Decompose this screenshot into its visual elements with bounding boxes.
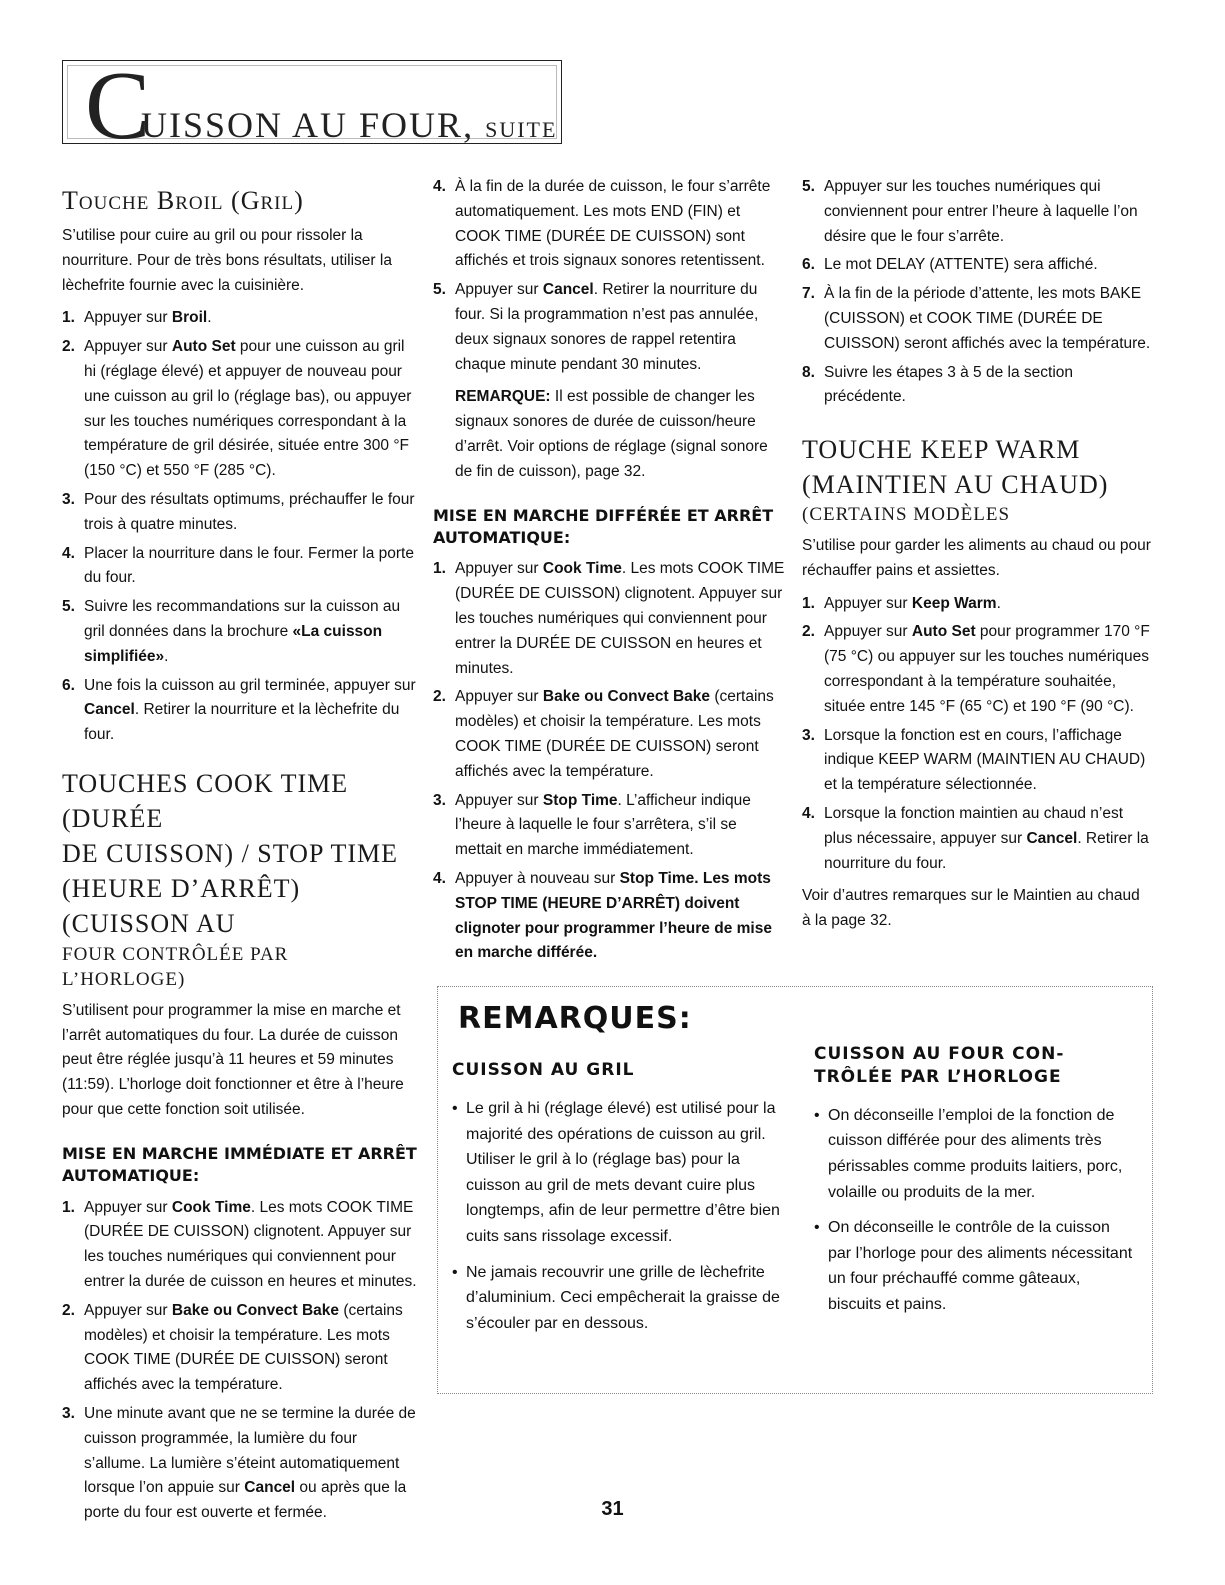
grill-bullets	[452, 1096, 787, 1336]
step-bold: Cancel	[244, 1479, 296, 1497]
step-text: Appuyer sur	[455, 791, 543, 809]
step-text: . Les mots COOK TIME (DURÉE DE CUISSON) clignotent. Appuyer sur les touches numériques qui conviennent pour entrer la durée de cuisson en heures et minutes.	[84, 1198, 417, 1290]
grill-heading: CUISSON AU GRIL	[452, 1060, 635, 1080]
step-bold: Stop Time. Les mots STOP TIME (HEURE D’ARRÊT) doivent clignoter pour programmer l’heure de mise en marche différée.	[455, 869, 772, 962]
list-item	[802, 802, 1152, 876]
list-item	[433, 175, 785, 274]
step-text: Une fois la cuisson au gril terminée, appuyer sur	[84, 676, 416, 694]
page-title-box	[62, 52, 562, 160]
step-number: 2.	[62, 1301, 75, 1319]
step-text: Placer la nourriture dans le four. Fermer la porte du four.	[84, 544, 414, 587]
remarks-box	[437, 986, 1153, 1394]
step-bold: Broil	[171, 309, 208, 327]
list-item	[62, 674, 417, 748]
cooktime-heading	[62, 766, 417, 993]
step-bold: Cancel	[1026, 829, 1078, 847]
column-3	[802, 175, 1152, 942]
step-number: 2.	[433, 688, 446, 706]
step-text: .	[164, 647, 169, 665]
list-item	[62, 335, 417, 484]
step-text: Appuyer à nouveau sur	[455, 869, 620, 887]
step-number: 3.	[433, 791, 446, 809]
list-item	[802, 592, 1152, 617]
step-number: 2.	[62, 338, 75, 356]
list-item	[802, 253, 1152, 278]
step-text: Appuyer sur	[84, 338, 172, 356]
step-text: Appuyer sur	[455, 560, 543, 578]
keepwarm-steps	[802, 592, 1152, 877]
step-number: 3.	[62, 1404, 75, 1422]
step-bold: Cook Time	[171, 1198, 251, 1216]
broil-heading	[62, 183, 417, 218]
step-text: .	[207, 309, 212, 327]
step-text: Appuyer sur	[824, 594, 912, 612]
heading-line: L’HORLOGE)	[62, 969, 186, 991]
column-2	[433, 175, 785, 974]
step-number: 7.	[802, 285, 815, 303]
immediate-heading: MISE EN MARCHE IMMÉDIATE ET ARRÊT AUTOMATIQUE:	[62, 1143, 417, 1186]
heading-line: FOUR CONTRÔLÉE PAR	[62, 943, 289, 965]
step-bold: Auto Set	[911, 623, 976, 641]
step-number: 4.	[802, 804, 815, 822]
heading-text: T	[62, 186, 79, 215]
step-bold: Stop Time	[542, 791, 618, 809]
delayed-heading: MISE EN MARCHE DIFFÉRÉE ET ARRÊT AUTOMATIQUE:	[433, 505, 774, 547]
cooktime-intro: S’utilisent pour programmer la mise en marche et l’arrêt automatiques du four. La durée de cuisson peut être réglée jusqu’à 11 heures et 59 minutes (11:59). L’horloge doit fonctionner et être à l’heure pour que cette fonction soit utilisée.	[62, 1001, 404, 1118]
title-suffix: SUITE	[485, 117, 558, 142]
keepwarm-intro: S’utilise pour garder les aliments au chaud ou pour réchauffer pains et assiettes.	[802, 537, 1151, 579]
list-item	[433, 685, 785, 784]
heading-line: DE CUISSON) / STOP TIME	[62, 839, 399, 869]
broil-intro: S’utilise pour cuire au gril ou pour rissoler la nourriture. Pour de très bons résultats, utiliser la lèchefrite fournie avec la cuisinière.	[62, 227, 392, 294]
step-text: Appuyer sur	[455, 281, 543, 299]
note-text: Il est possible de changer les signaux sonores de durée de cuisson/heure d’arrêt. Voir options de réglage (signal sonore de fin de cuisson), page 32.	[455, 388, 768, 480]
step-text: . Retirer la nourriture du four.	[824, 829, 1149, 872]
heading-text: G	[240, 186, 261, 215]
step-bold: Bake ou Convect Bake	[171, 1301, 340, 1319]
step-number: 8.	[802, 363, 815, 381]
heading-text: RIL	[260, 193, 295, 214]
step-bold: Cook Time	[542, 560, 622, 578]
step-text: Pour des résultats optimums, préchauffer le four trois à quatre minutes.	[84, 491, 415, 533]
step-bold: Keep Warm	[911, 594, 997, 612]
heading-line: TOUCHES COOK TIME (DURÉE	[62, 769, 349, 834]
heading-line: TOUCHE KEEP WARM	[802, 435, 1081, 465]
step-number: 4.	[433, 869, 446, 887]
list-item	[433, 557, 785, 681]
immediate-note	[433, 385, 785, 484]
step-text: ou après que la porte du four est ouverte et fermée.	[84, 1479, 407, 1522]
heading-line: (MAINTIEN AU CHAUD)	[802, 470, 1109, 500]
step-text: Suivre les étapes 3 à 5 de la section précédente.	[824, 363, 1074, 406]
clock-bullets	[814, 1103, 1136, 1318]
heading-text: )	[294, 186, 304, 215]
step-number: 5.	[802, 178, 815, 195]
step-text: Appuyer sur	[455, 688, 543, 706]
title-initial: C	[85, 52, 151, 160]
step-number: 5.	[62, 598, 75, 616]
remarks-title: REMARQUES:	[458, 1001, 692, 1036]
step-text: . Retirer la nourriture du four. Si la programmation n’est pas annulée, deux signaux sonores de rappel retentira chaque minute pendant 30 minutes.	[455, 281, 759, 373]
step-text: .	[996, 594, 1001, 612]
step-number: 6.	[62, 676, 75, 694]
note-label: REMARQUE:	[455, 388, 551, 406]
step-text: . Retirer la nourriture et la lèchefrite du four.	[84, 701, 400, 744]
step-text: . Les mots COOK TIME (DURÉE DE CUISSON) clignotent. Appuyer sur les touches numériques qui conviennent pour entrer la DURÉE DE CUISSON en heures et minutes.	[455, 560, 785, 677]
list-item	[802, 282, 1152, 356]
clock-heading: CUISSON AU FOUR CON-TRÔLÉE PAR L’HORLOGE	[814, 1044, 1065, 1087]
step-bold: Auto Set	[171, 338, 236, 356]
step-text: Appuyer sur	[84, 309, 172, 327]
immediate-steps-cont	[433, 175, 785, 377]
step-number: 4.	[433, 178, 446, 195]
step-number: 5.	[433, 281, 446, 299]
step-text: Appuyer sur	[84, 1198, 172, 1216]
step-text: Appuyer sur	[824, 623, 912, 641]
step-text: Le mot DELAY (ATTENTE) sera affiché.	[824, 256, 1098, 274]
step-text: Lorsque la fonction maintien au chaud n’est plus nécessaire, appuyer sur	[824, 804, 1124, 847]
list-item	[802, 620, 1152, 719]
step-text: À la fin de la période d’attente, les mots BAKE (CUISSON) et COOK TIME (DURÉE DE CUISSON) seront affichés avec la température.	[824, 285, 1151, 352]
list-item	[802, 724, 1152, 798]
list-item	[62, 306, 417, 331]
step-text: pour une cuisson au gril hi (réglage élevé) et appuyer de nouveau pour une cuisson au gril lo (réglage bas), ou appuyer sur les touches numériques correspondant à la température de gril désirée, située entre 300 °F (150 °C) et 550 °F (285 °C).	[84, 338, 412, 480]
step-bold: «La cuisson simplifiée»	[84, 623, 383, 665]
list-item: • Ne jamais recouvrir une grille de lèchefrite d’aluminium. Ceci empêcherait la graisse de s’écouler par en dessous.	[452, 1260, 787, 1337]
step-bold: Cancel	[84, 701, 135, 719]
list-item	[433, 867, 785, 966]
page-number: 31	[601, 1498, 624, 1520]
list-item: • On déconseille l’emploi de la fonction de cuisson différée pour des aliments très périssables comme produits laitiers, porc, volaille ou produits de la mer.	[814, 1103, 1136, 1205]
heading-text: ROIL	[175, 193, 224, 214]
page-title	[141, 104, 557, 146]
step-bold: Cancel	[542, 281, 594, 299]
column-1	[62, 175, 417, 1534]
keepwarm-heading	[802, 432, 1152, 528]
step-text: (certains modèles) et choisir la température. Les mots COOK TIME (DURÉE DE CUISSON) seront affichés avec la température.	[84, 1301, 403, 1394]
step-text: pour programmer 170 °F (75 °C) ou appuyer sur les touches numériques correspondant à la température souhaitée, située entre 145 °F (65 °C) et 190 °F (90 °C).	[824, 623, 1150, 715]
step-number: 1.	[62, 1198, 75, 1216]
list-item	[802, 361, 1152, 411]
step-text: Appuyer sur les touches numériques qui conviennent pour entrer l’heure à laquelle l’on désire que le four s’arrête.	[824, 178, 1138, 245]
heading-text: OUCHE	[78, 193, 150, 214]
delayed-steps	[433, 557, 785, 966]
remarks-clock	[814, 1043, 1136, 1328]
step-number: 6.	[802, 256, 815, 274]
step-text: Une minute avant que ne se termine la durée de cuisson programmée, la lumière du four s’allume. La lumière s’éteint automatiquement lorsque l’on appuie sur	[84, 1404, 416, 1497]
remarks-grill	[452, 1059, 787, 1346]
step-number: 3.	[62, 491, 75, 509]
list-item	[433, 278, 785, 377]
immediate-steps	[62, 1196, 417, 1526]
heading-text: B	[156, 186, 176, 215]
step-number: 1.	[62, 309, 75, 327]
step-text: Lorsque la fonction est en cours, l’affichage indique KEEP WARM (MAINTIEN AU CHAUD) et la température sélectionnée.	[824, 726, 1146, 794]
list-item	[433, 789, 785, 863]
broil-steps	[62, 306, 417, 748]
list-item	[62, 1196, 417, 1295]
list-item	[62, 488, 417, 538]
heading-text: (	[231, 186, 241, 215]
list-item	[802, 175, 1152, 249]
step-number: 1.	[802, 594, 815, 612]
step-number: 2.	[802, 623, 815, 641]
keepwarm-outro: Voir d’autres remarques sur le Maintien au chaud à la page 32.	[802, 887, 1140, 930]
list-item: • On déconseille le contrôle de la cuisson par l’horloge pour des aliments nécessitant un four préchauffé comme gâteaux, biscuits et pains.	[814, 1215, 1136, 1317]
step-number: 1.	[433, 560, 446, 578]
step-text: . L’afficheur indique l’heure à laquelle le four s’arrêtera, s’il se mettait en marche immédiatement.	[455, 791, 751, 859]
step-bold: Bake ou Convect Bake	[542, 688, 711, 706]
step-text: À la fin de la durée de cuisson, le four s’arrête automatiquement. Les mots END (FIN) et COOK TIME (DURÉE DE CUISSON) sont affichés et trois signaux sonores retentissent.	[455, 178, 771, 270]
delayed-steps-cont	[802, 175, 1152, 410]
step-number: 4.	[62, 544, 75, 562]
step-number: 3.	[802, 726, 815, 744]
list-item	[62, 542, 417, 592]
title-main: UISSON AU FOUR,	[141, 105, 475, 145]
step-text: Suivre les recommandations sur la cuisson au gril données dans la brochure	[84, 598, 401, 641]
heading-line: (CERTAINS MODÈLES	[802, 504, 1011, 526]
heading-line: (HEURE D’ARRÊT) (CUISSON AU	[62, 874, 301, 939]
list-item	[62, 595, 417, 669]
step-text: (certains modèles) et choisir la température. Les mots COOK TIME (DURÉE DE CUISSON) seront affichés avec la température.	[455, 688, 774, 780]
list-item: • Le gril à hi (réglage élevé) est utilisé pour la majorité des opérations de cuisson au gril. Utiliser le gril à lo (réglage bas) pour la cuisson au gril de mets devant cuire plus longtemps, afin de leur permettre d’être bien cuits sans rissolage excessif.	[452, 1096, 787, 1250]
list-item	[62, 1299, 417, 1398]
step-text: Appuyer sur	[84, 1301, 172, 1319]
